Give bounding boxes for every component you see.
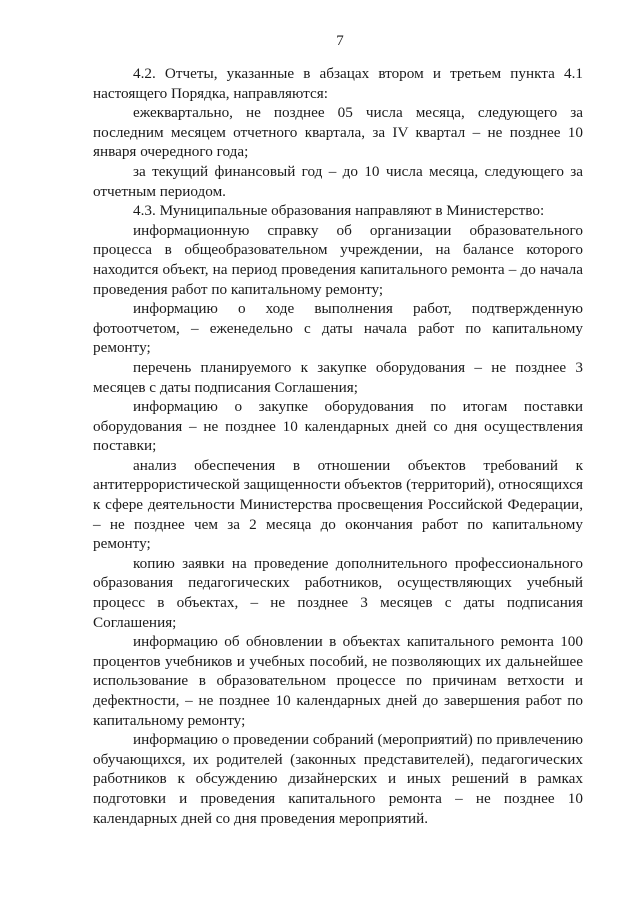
paragraph-training-request: копию заявки на проведение дополнительного профессионального образования педагогических работников, осуществляющих учебный процесс в объектах, – не позднее 3 месяцев с даты подписания Соглашения; <box>93 554 583 631</box>
paragraph-info-reference: информационную справку об организации образовательного процесса в общеобразовательном учреждении, на балансе которого находится объект, на период проведения капитального ремонта – до начала проведения работ по капитальному ремонту; <box>93 221 583 298</box>
paragraph-4-3: 4.3. Муниципальные образования направляют в Министерство: <box>133 202 545 220</box>
paragraph-progress-info: информацию о ходе выполнения работ, подтвержденную фотоотчетом, – еженедельно с даты начала работ по капитальному ремонту; <box>93 300 583 357</box>
paragraph-yearly: за текущий финансовый год – до 10 числа месяца, следующего за отчетным периодом. <box>93 162 583 200</box>
paragraph-security-analysis: анализ обеспечения в отношении объектов требований к антитеррористической защищенности объектов (территорий), относящихся к сфере деятельности Министерства просвещения Российской Федерации, – не позднее чем за 2 месяца до окончания работ по капитальному ремонту; <box>93 456 583 553</box>
paragraph-textbooks-update: информацию об обновлении в объектах капитального ремонта 100 процентов учебников и учебных пособий, не позволяющих их дальнейшее использование в образовательном процессе по причинам ветхости и дефектности, – не позднее 10 календарных дней до завершения работ по капитальному ремонту; <box>93 633 583 729</box>
paragraph-4-2: 4.2. Отчеты, указанные в абзацах втором и третьем пункта 4.1 настоящего Порядка, направляются: <box>93 65 583 102</box>
page-number: 7 <box>336 33 344 49</box>
paragraph-equipment-list: перечень планируемого к закупке оборудования – не позднее 3 месяцев с даты подписания Соглашения; <box>93 358 583 396</box>
paragraph-quarterly: ежеквартально, не позднее 05 числа месяца, следующего за последним месяцем отчетного квартала, за IV квартал – не позднее 10 января очередного года; <box>93 104 583 161</box>
document-body <box>93 64 583 828</box>
paragraph-meetings-info: информацию о проведении собраний (мероприятий) по привлечению обучающихся, их родителей (законных представителей), педагогических работников к обсуждению дизайнерских и иных решений в рамках подготовки и проведения капитального ремонта – не позднее 10 календарных дней со дня проведения мероприятий. <box>93 731 583 827</box>
paragraph-equipment-purchase: информацию о закупке оборудования по итогам поставки оборудования – не позднее 10 календарных дней со дня осуществления поставки; <box>93 398 583 455</box>
